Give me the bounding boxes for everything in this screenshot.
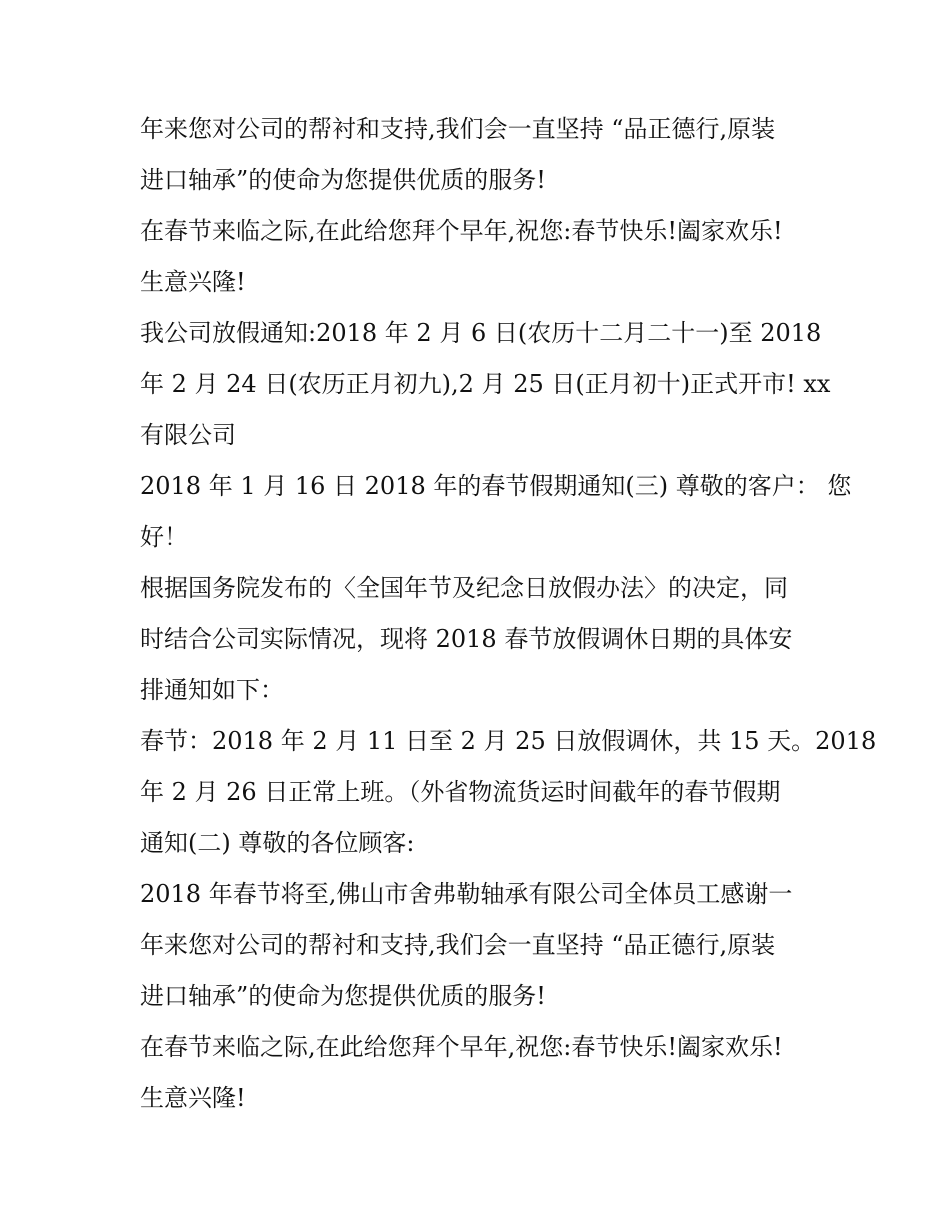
- text-line: 年来您对公司的帮衬和支持,我们会一直坚持 “品正德行,原装: [140, 115, 776, 143]
- text-line: 年 2 月 26 日正常上班。（外省物流货运时间截年的春节假期: [140, 778, 781, 806]
- text-line: 生意兴隆!: [140, 1084, 246, 1112]
- text-line: 根据国务院发布的〈全国年节及纪念日放假办法〉的决定，同: [140, 574, 788, 602]
- text-line: 我公司放假通知:2018 年 2 月 6 日(农历十二月二十一)至 2018: [140, 319, 822, 347]
- text-line: 年来您对公司的帮衬和支持,我们会一直坚持 “品正德行,原装: [140, 931, 776, 959]
- text-line: 排通知如下：: [140, 676, 284, 704]
- text-line: 春节：2018 年 2 月 11 日至 2 月 25 日放假调休，共 15 天。2018: [140, 727, 877, 755]
- text-line: 有限公司: [140, 421, 236, 449]
- text-line: 进口轴承”的使命为您提供优质的服务!: [140, 982, 546, 1010]
- text-line: 2018 年 1 月 16 日 2018 年的春节假期通知(三) 尊敬的客户： 您: [140, 472, 852, 500]
- text-line: 通知(二) 尊敬的各位顾客:: [140, 829, 415, 857]
- text-line: 年 2 月 24 日(农历正月初九),2 月 25 日(正月初十)正式开市! xx: [140, 370, 831, 398]
- text-line: 好！: [140, 523, 188, 551]
- text-line: 进口轴承”的使命为您提供优质的服务!: [140, 166, 546, 194]
- text-line: 时结合公司实际情况，现将 2018 春节放假调休日期的具体安: [140, 625, 793, 653]
- text-line: 在春节来临之际,在此给您拜个早年,祝您:春节快乐!阖家欢乐!: [140, 1033, 783, 1061]
- text-line: 生意兴隆!: [140, 268, 246, 296]
- document-body: [140, 104, 877, 1124]
- text-line: 2018 年春节将至,佛山市舍弗勒轴承有限公司全体员工感谢一: [140, 880, 793, 908]
- text-line: 在春节来临之际,在此给您拜个早年,祝您:春节快乐!阖家欢乐!: [140, 217, 783, 245]
